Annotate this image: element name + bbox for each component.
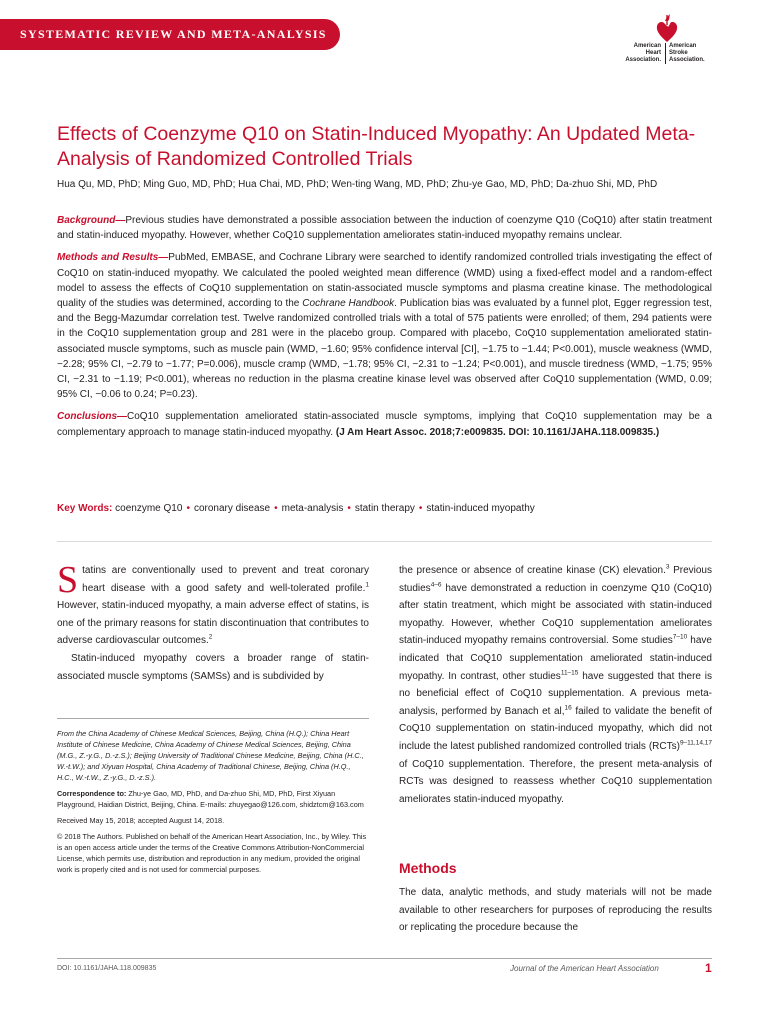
footer-divider <box>57 958 712 959</box>
intro-paragraph-1: Statins are conventionally used to prevent and treat coronary heart disease with a good safety and well-tolerated profile.$^1$ However, statin-induced myopathy, a main adverse effect of statins, is one of the primary reasons for statin discontinuation that contributes to adverse cardiovascular outcomes.$^2$ <box>57 559 369 647</box>
body-left-column <box>57 559 369 685</box>
drop-cap: S <box>57 559 79 601</box>
methods-label: Methods and Results— <box>57 252 169 264</box>
correspondence: Correspondence to: Zhu-ye Gao, MD, PhD, and Da-zhuo Shi, MD, PhD, First Xiyuan Playground, Haidian District, Beijing, China. E-mails: zhuyegao@126.com, shidztcm@163.com <box>57 789 364 809</box>
footnote-divider <box>57 718 369 719</box>
abstract-conclusions <box>57 409 712 439</box>
section-banner <box>0 19 340 50</box>
methods-text-2: . Publication bias was evaluated by a funnel plot, Egger regression test, and the Begg-Mazumdar correlation test. Twelve randomized controlled trials with a total of 575 patients were enrolled; of them, 294 patients were in the CoQ10 supplementation group and 281 were in the placebo group. Compared with placebo, CoQ10 supplementation ameliorated statin-associated muscle symptoms, such as muscle pain (WMD, −1.60; 95% confidence interval [CI], −1.75 to −1.44; P<0.001), muscle weakness (WMD, −2.28; 95% CI, −2.79 to −1.77; P=0.006), muscle cramp (WMD, −1.78; 95% CI, −2.31 to −1.24; P<0.001), and muscle tiredness (WMD, −1.75; 95% CI, −2.31 to −1.19; P<0.001), whereas no reduction in the plasma creatine kinase level was observed after CoQ10 supplementation (WMD, 0.09; 95% CI, −0.06 to 0.24; P=0.23). <box>57 298 712 401</box>
reference-link[interactable]: 3 <box>665 563 670 571</box>
body-right-column <box>399 562 712 808</box>
keyword[interactable]: statin therapy <box>354 503 415 514</box>
bullet-icon: • <box>418 503 423 514</box>
abstract-methods <box>57 250 712 402</box>
american-heart-association-wordmark: American Heart Association. <box>625 43 661 63</box>
reference-link[interactable]: 16 <box>564 704 572 712</box>
aha-asa-logo <box>614 13 714 67</box>
keywords <box>57 502 717 516</box>
citation: (J Am Heart Assoc. 2018;7:e009835. DOI: 10.1161/JAHA.118.009835.) <box>335 426 660 438</box>
reference-link[interactable]: 11–15 <box>560 669 579 677</box>
conclusions-text: CoQ10 supplementation ameliorated statin-associated muscle symptoms, implying that CoQ10 supplementation may be a complementary approach to manage statin-induced myopathy. <box>57 411 712 438</box>
copyright: © 2018 The Authors. Published on behalf of the American Heart Association, Inc., by Wiley. This is an open access article under the terms of the Creative Commons Attribution-NonCommercial License, which permits use, distribution and reproduction in any medium, provided the original work is properly cited and is not used for commercial purposes. <box>57 832 367 874</box>
bullet-icon: • <box>274 503 278 514</box>
keyword[interactable]: coronary disease <box>193 503 271 514</box>
keywords-label: Key Words: <box>57 503 113 514</box>
background-label: Background— <box>57 215 126 226</box>
footnotes <box>57 728 369 880</box>
reference-link[interactable]: 7–10 <box>672 634 688 642</box>
methods-text-1: PubMed, EMBASE, and Cochrane Library were searched to identify randomized controlled trials investigating the effect of CoQ10 on statin-induced myopathy. We calculated the pooled weighted mean difference (WMD) using a fixed-effect model and a random-effect model to assess the effects of CoQ10 supplementation on statin-associated muscle symptoms and plasma creatine kinase. The methodological quality of the studies was determined, according to the <box>57 252 712 310</box>
abstract <box>57 213 712 447</box>
bullet-icon: • <box>186 503 190 514</box>
page-number: 1 <box>705 961 712 975</box>
methods-paragraph: The data, analytic methods, and study materials will not be made available to other researchers for purposes of reproducing the results or replicating the procedure because the <box>399 887 712 934</box>
conclusions-label: Conclusions— <box>57 411 128 423</box>
intro-paragraph-2: Statin-induced myopathy covers a broader range of statin-associated muscle symptoms (SAMSs) and is subdivided by <box>57 652 369 682</box>
methods-heading: Methods <box>399 860 457 876</box>
section-label: SYSTEMATIC REVIEW AND META-ANALYSIS <box>20 27 327 41</box>
reference-link[interactable]: 4–6 <box>430 581 442 589</box>
received-dates: Received May 15, 2018; accepted August 14, 2018. <box>57 816 225 825</box>
reference-link[interactable]: 2 <box>208 634 213 642</box>
reference-link[interactable]: 1 <box>365 581 369 589</box>
heart-torch-icon <box>656 13 678 43</box>
footer-doi[interactable]: DOI: 10.1161/JAHA.118.009835 <box>57 965 157 972</box>
background-text: Previous studies have demonstrated a possible association between the induction of coenzyme Q10 (CoQ10) after statin treatment and statin-induced myopathy. However, whether CoQ10 supplementation ameliorates statin-induced myopathy remains unclear. <box>57 215 712 242</box>
american-stroke-association-wordmark: American Stroke Association. <box>665 43 715 64</box>
bullet-icon: • <box>347 503 351 514</box>
intro-continuation: the presence or absence of creatine kinase (CK) elevation.$^3$ Previous studies$^{4-6}$ have demonstrated a reduction in coenzyme Q10 (CoQ10) after statin treatment, which might be associated with statin-induced myopathy. However, whether CoQ10 supplementation ameliorates statin-induced myopathy remains controversial. Some studies$^{7-10}$ have indicated that CoQ10 supplementation ameliorated statin-induced myopathy. In contrast, other studies$^{11-15}$ have suggested that there is no beneficial effect of CoQ10 supplementation. A previous meta-analysis, performed by Banach et al,$^{16}$ failed to validate the benefit of CoQ10 supplementation on statin-induced myopathy, which did not include the latest published randomized controlled trials (RCTs)$^{9-11,14,17}$ of CoQ10 supplementation. Therefore, the present meta-analysis of RCTs was designed to reassess whether CoQ10 supplementation ameliorates statin-induced myopathy. <box>399 563 712 805</box>
methods-italic: Cochrane Handbook <box>302 298 395 310</box>
abstract-background <box>57 213 712 243</box>
keyword[interactable]: coenzyme Q10 <box>115 503 183 514</box>
affiliations: From the China Academy of Chinese Medical Sciences, Beijing, China (H.Q.); China Heart Institute of Chinese Medicine, China Academy of Chinese Medical Sciences, Beijing, China (M.G., Z.-y.G., D.-z.S.); Beijing University of Traditional Chinese Medicine, Beijing, China (H.C., W.-t.W.); and Xiyuan Hospital, China Academy of Traditional Chinese, Beijing, China (H.Q., H.C., W.-t.W., Z.-y.G., D.-z.S.). <box>57 729 364 782</box>
keyword[interactable]: meta-analysis <box>281 503 344 514</box>
keyword[interactable]: statin-induced myopathy <box>426 503 535 514</box>
footer-journal-name: Journal of the American Heart Association <box>510 964 659 973</box>
article-title: Effects of Coenzyme Q10 on Statin-Induced Myopathy: An Updated Meta-Analysis of Randomized Controlled Trials <box>57 123 696 170</box>
section-divider <box>57 540 712 542</box>
author-list: Hua Qu, MD, PhD; Ming Guo, MD, PhD; Hua Chai, MD, PhD; Wen-ting Wang, MD, PhD; Zhu-ye Gao, MD, PhD; Da-zhuo Shi, MD, PhD <box>57 179 658 190</box>
reference-link[interactable]: 9–11,14,17 <box>679 739 712 747</box>
